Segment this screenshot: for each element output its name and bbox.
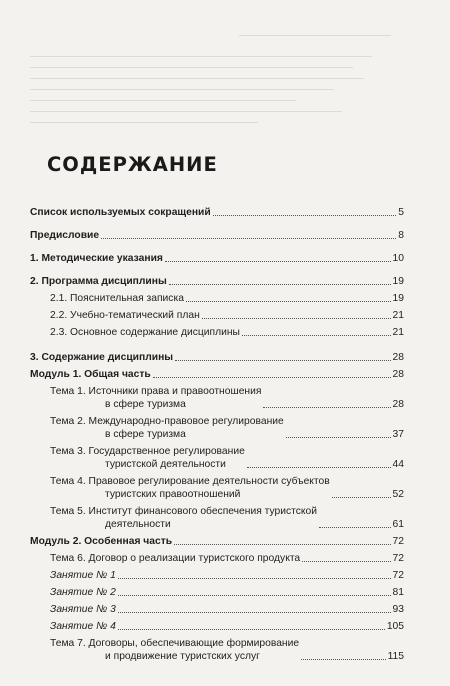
toc-entry-topic-2 <box>30 415 404 441</box>
toc-label: 2.3. Основное содержание дисциплины <box>50 327 240 338</box>
toc-leader <box>118 595 391 596</box>
toc-entry-2-3 <box>30 326 404 339</box>
toc-page: 44 <box>392 459 404 470</box>
toc-entry-topic-7 <box>30 637 404 663</box>
toc-page: 105 <box>386 621 404 632</box>
toc-label: 2. Программа дисциплины <box>30 276 167 287</box>
toc-leader <box>169 284 391 285</box>
toc-entry-module-2 <box>30 535 404 548</box>
toc-label: Модуль 1. Общая часть <box>30 369 151 380</box>
toc-label: 2.2. Учебно-тематический план <box>50 310 200 321</box>
toc-page: 81 <box>392 587 404 598</box>
toc-entry-topic-3 <box>30 445 404 471</box>
table-of-contents <box>30 200 404 663</box>
toc-label-line-1: Тема 1. Источники права и правоотношения <box>50 386 262 397</box>
toc-leader <box>165 261 391 262</box>
toc-label-line-1: Тема 5. Институт финансового обеспечения туристской <box>50 506 317 517</box>
toc-label: Занятие № 4 <box>50 621 116 632</box>
toc-entry-section-3 <box>30 351 404 364</box>
toc-label: Предисловие <box>30 230 100 241</box>
toc-entry-module-1 <box>30 368 404 381</box>
toc-label: Модуль 2. Особенная часть <box>30 536 173 547</box>
toc-page: 10 <box>392 253 404 264</box>
toc-page: 21 <box>392 327 404 338</box>
toc-label-line-2: туристской деятельности <box>105 459 226 470</box>
toc-label <box>50 475 330 501</box>
toc-label <box>50 415 284 441</box>
toc-leader <box>153 377 391 378</box>
toc-leader <box>174 544 390 545</box>
toc-entry-section-1 <box>30 252 404 265</box>
toc-leader <box>263 407 390 408</box>
toc-page: 19 <box>392 293 404 304</box>
toc-label-line-1: Тема 3. Государственное регулирование <box>50 446 245 457</box>
toc-leader <box>286 437 391 438</box>
toc-leader <box>101 238 396 239</box>
toc-page: 37 <box>392 429 404 440</box>
toc-label <box>50 445 245 471</box>
toc-label: Занятие № 1 <box>50 570 116 581</box>
toc-page: 21 <box>392 310 404 321</box>
toc-label: 3. Содержание дисциплины <box>30 352 174 363</box>
toc-label: Тема 6. Договор о реализации туристского продукта <box>50 553 301 564</box>
toc-label-line-2: в сфере туризма <box>105 399 186 410</box>
toc-entry-preface <box>30 229 404 242</box>
toc-leader <box>332 497 391 498</box>
toc-leader <box>202 318 391 319</box>
toc-label-line-2: в сфере туризма <box>105 429 186 440</box>
toc-label: 1. Методические указания <box>30 253 163 264</box>
toc-entry-topic-4 <box>30 475 404 501</box>
toc-entry-abbreviations <box>30 206 404 219</box>
toc-entry-lesson-2 <box>30 586 404 599</box>
toc-label-line-2: деятельности <box>105 519 171 530</box>
toc-entry-section-2 <box>30 275 404 288</box>
toc-label-line-2: туристских правоотношений <box>105 489 241 500</box>
toc-label: Список используемых сокращений <box>30 207 211 218</box>
toc-page: 19 <box>392 276 404 287</box>
toc-label: 2.1. Пояснительная записка <box>50 293 184 304</box>
toc-leader <box>301 659 385 660</box>
toc-label <box>50 505 317 531</box>
toc-leader <box>319 527 391 528</box>
toc-label <box>50 385 261 411</box>
toc-page: 28 <box>392 369 404 380</box>
toc-leader <box>213 215 397 216</box>
page-title: СОДЕРЖАНИЕ <box>47 153 218 176</box>
toc-entry-lesson-1 <box>30 569 404 582</box>
toc-leader <box>118 629 385 630</box>
toc-label-line-2: и продвижение туристских услуг <box>105 651 260 662</box>
toc-leader <box>302 561 390 562</box>
toc-label: Занятие № 2 <box>50 587 116 598</box>
toc-leader <box>247 467 391 468</box>
toc-label-line-1: Тема 7. Договоры, обеспечивающие формирование <box>50 638 300 649</box>
toc-leader <box>118 612 391 613</box>
toc-label-line-1: Тема 4. Правовое регулирование деятельности субъектов <box>50 476 330 487</box>
toc-entry-topic-5 <box>30 505 404 531</box>
toc-page: 93 <box>392 604 404 615</box>
toc-page: 52 <box>392 489 404 500</box>
toc-leader <box>186 301 391 302</box>
toc-leader <box>118 578 391 579</box>
toc-page: 61 <box>392 519 404 530</box>
toc-entry-2-2 <box>30 309 404 322</box>
toc-entry-topic-1 <box>30 385 404 411</box>
toc-page: 5 <box>398 207 404 218</box>
toc-page: 115 <box>387 651 404 662</box>
toc-page: 72 <box>392 536 404 547</box>
toc-page: 72 <box>392 553 404 564</box>
toc-page: 72 <box>392 570 404 581</box>
toc-label <box>50 637 299 663</box>
toc-page: 28 <box>392 399 404 410</box>
toc-page: 28 <box>392 352 404 363</box>
toc-leader <box>242 335 391 336</box>
toc-entry-2-1 <box>30 292 404 305</box>
toc-entry-lesson-4 <box>30 620 404 633</box>
bleed-through-text <box>30 0 410 150</box>
toc-entry-lesson-3 <box>30 603 404 616</box>
toc-label-line-1: Тема 2. Международно-правовое регулирование <box>50 416 284 427</box>
toc-label: Занятие № 3 <box>50 604 116 615</box>
toc-page: 8 <box>398 230 404 241</box>
toc-entry-topic-6 <box>30 552 404 565</box>
toc-leader <box>175 360 390 361</box>
